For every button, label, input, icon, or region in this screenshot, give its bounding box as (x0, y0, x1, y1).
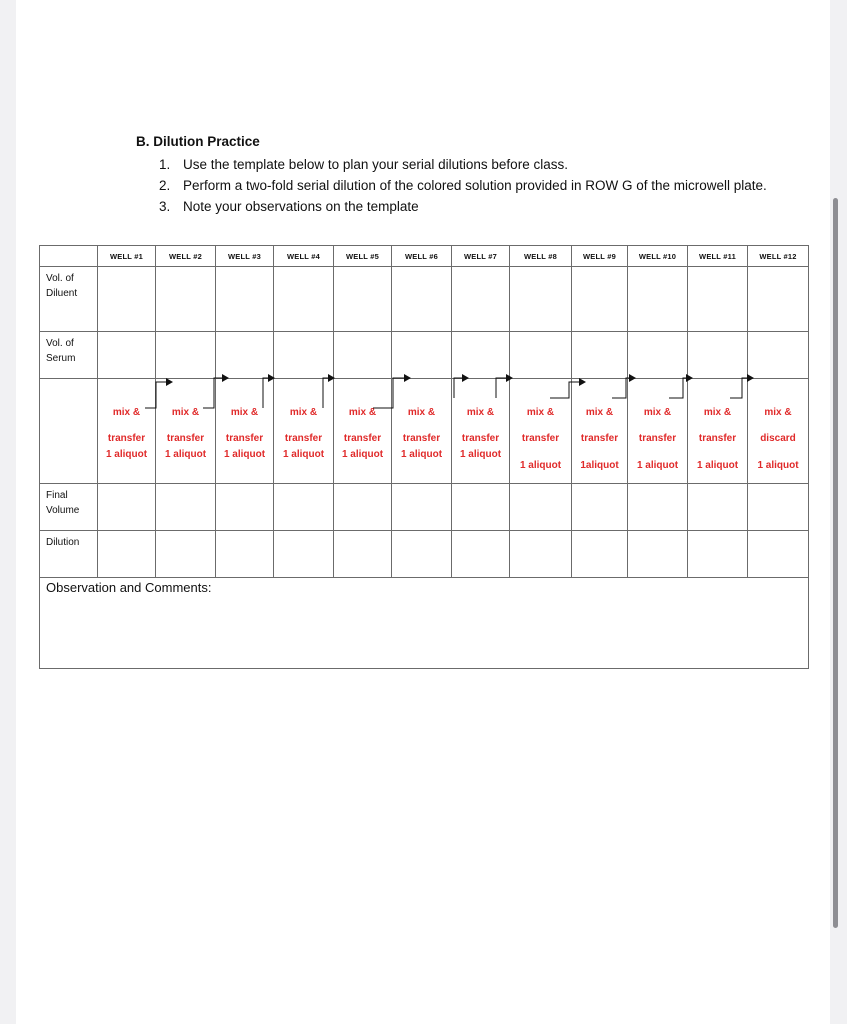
corner-cell (40, 246, 98, 267)
transfer-row (40, 379, 809, 484)
row-label-diluent: Vol. of Diluent (40, 267, 98, 332)
well-header: WELL #6 (392, 246, 452, 267)
serum-cell[interactable] (748, 332, 809, 379)
transfer-cell (628, 379, 688, 484)
serum-cell[interactable] (688, 332, 748, 379)
aliquot-label: 1 aliquot (400, 449, 443, 460)
transfer-cell (98, 379, 156, 484)
transfer-cell (688, 379, 748, 484)
observation-comments-box[interactable] (40, 578, 809, 669)
diluent-cell[interactable] (392, 267, 452, 332)
instruction-step (159, 196, 773, 217)
aliquot-label: 1aliquot (580, 460, 619, 471)
serum-cell[interactable] (452, 332, 510, 379)
step-text: Perform a two-fold serial dilution of the colored solution provided in ROW G of the microwell plate. (183, 178, 767, 193)
final-volume-cell[interactable] (334, 484, 392, 531)
header-row (40, 246, 809, 267)
mix-label: mix & (348, 407, 377, 418)
dilution-row (40, 531, 809, 578)
step-text: Note your observations on the template (183, 199, 419, 214)
aliquot-label: 1 aliquot (519, 460, 562, 471)
diluent-cell[interactable] (274, 267, 334, 332)
observation-row (40, 578, 809, 669)
final-volume-cell[interactable] (392, 484, 452, 531)
transfer-label: transfer (698, 433, 737, 444)
dilution-cell[interactable] (216, 531, 274, 578)
serum-cell[interactable] (334, 332, 392, 379)
well-header: WELL #5 (334, 246, 392, 267)
transfer-cell (334, 379, 392, 484)
document-page (16, 0, 830, 1024)
transfer-label: transfer (638, 433, 677, 444)
serum-cell[interactable] (156, 332, 216, 379)
discard-label: discard (760, 433, 796, 444)
aliquot-label: 1 aliquot (105, 449, 148, 460)
transfer-label: transfer (521, 433, 560, 444)
transfer-label: transfer (402, 433, 441, 444)
final-volume-cell[interactable] (572, 484, 628, 531)
transfer-cell (156, 379, 216, 484)
serum-cell[interactable] (216, 332, 274, 379)
transfer-cell (216, 379, 274, 484)
diluent-cell[interactable] (452, 267, 510, 332)
instruction-step (159, 175, 773, 196)
dilution-cell[interactable] (628, 531, 688, 578)
serum-cell[interactable] (628, 332, 688, 379)
transfer-label: transfer (343, 433, 382, 444)
mix-label: mix & (171, 407, 200, 418)
row-label-final-volume: Final Volume (40, 484, 98, 531)
step-number: 1. (159, 157, 171, 172)
aliquot-label: 1 aliquot (223, 449, 266, 460)
diluent-cell[interactable] (216, 267, 274, 332)
serum-cell[interactable] (392, 332, 452, 379)
aliquot-label: 1 aliquot (459, 449, 502, 460)
aliquot-label: 1 aliquot (636, 460, 679, 471)
transfer-cell (274, 379, 334, 484)
well-header: WELL #3 (216, 246, 274, 267)
instruction-step (159, 154, 773, 175)
final-volume-cell[interactable] (748, 484, 809, 531)
final-volume-cell[interactable] (452, 484, 510, 531)
serum-row (40, 332, 809, 379)
mix-label: mix & (585, 407, 614, 418)
transfer-label: transfer (284, 433, 323, 444)
dilution-cell[interactable] (510, 531, 572, 578)
final-volume-cell[interactable] (688, 484, 748, 531)
dilution-cell[interactable] (274, 531, 334, 578)
serum-cell[interactable] (98, 332, 156, 379)
well-header: WELL #8 (510, 246, 572, 267)
dilution-cell[interactable] (334, 531, 392, 578)
section-title: B. Dilution Practice (136, 134, 260, 149)
transfer-label: transfer (107, 433, 146, 444)
transfer-cell (510, 379, 572, 484)
dilution-template-table (39, 245, 809, 669)
final-volume-cell[interactable] (510, 484, 572, 531)
final-volume-cell[interactable] (156, 484, 216, 531)
dilution-cell[interactable] (98, 531, 156, 578)
transfer-label-cell (40, 379, 98, 484)
aliquot-label: 1 aliquot (757, 460, 799, 471)
diluent-cell[interactable] (748, 267, 809, 332)
mix-label: mix & (764, 407, 792, 418)
row-label-dilution: Dilution (40, 531, 98, 578)
diluent-cell[interactable] (572, 267, 628, 332)
mix-label: mix & (643, 407, 672, 418)
transfer-cell (572, 379, 628, 484)
dilution-cell[interactable] (748, 531, 809, 578)
dilution-cell[interactable] (688, 531, 748, 578)
transfer-label: transfer (580, 433, 619, 444)
dilution-cell[interactable] (572, 531, 628, 578)
well-header: WELL #10 (628, 246, 688, 267)
diluent-cell[interactable] (334, 267, 392, 332)
well-header: WELL #11 (688, 246, 748, 267)
transfer-cell (452, 379, 510, 484)
mix-label: mix & (407, 407, 436, 418)
final-volume-cell[interactable] (274, 484, 334, 531)
diluent-row (40, 267, 809, 332)
serum-cell[interactable] (274, 332, 334, 379)
step-number: 3. (159, 199, 171, 214)
well-header: WELL #7 (452, 246, 510, 267)
mix-label: mix & (230, 407, 259, 418)
well-header: WELL #4 (274, 246, 334, 267)
observation-label: Observation and Comments: (46, 580, 212, 595)
serum-cell[interactable] (572, 332, 628, 379)
aliquot-label: 1 aliquot (164, 449, 207, 460)
aliquot-label: 1 aliquot (696, 460, 739, 471)
final-volume-cell[interactable] (98, 484, 156, 531)
mix-label: mix & (703, 407, 732, 418)
step-text: Use the template below to plan your serial dilutions before class. (183, 157, 568, 172)
final-volume-cell[interactable] (628, 484, 688, 531)
dilution-cell[interactable] (452, 531, 510, 578)
transfer-label: transfer (225, 433, 264, 444)
vertical-scrollbar[interactable] (833, 198, 838, 928)
step-number: 2. (159, 178, 171, 193)
well-header: WELL #2 (156, 246, 216, 267)
serum-cell[interactable] (510, 332, 572, 379)
instruction-list (159, 154, 773, 217)
diluent-cell[interactable] (688, 267, 748, 332)
diluent-cell[interactable] (156, 267, 216, 332)
well-header: WELL #12 (748, 246, 809, 267)
diluent-cell[interactable] (628, 267, 688, 332)
final-volume-cell[interactable] (216, 484, 274, 531)
diluent-cell[interactable] (510, 267, 572, 332)
aliquot-label: 1 aliquot (282, 449, 325, 460)
mix-label: mix & (289, 407, 318, 418)
dilution-cell[interactable] (156, 531, 216, 578)
aliquot-label: 1 aliquot (341, 449, 384, 460)
transfer-cell (748, 379, 809, 484)
transfer-label: transfer (461, 433, 500, 444)
row-label-serum: Vol. of Serum (40, 332, 98, 379)
transfer-label: transfer (166, 433, 205, 444)
document-content (16, 0, 830, 1024)
dilution-cell[interactable] (392, 531, 452, 578)
diluent-cell[interactable] (98, 267, 156, 332)
well-header: WELL #1 (98, 246, 156, 267)
mix-label: mix & (466, 407, 495, 418)
well-header: WELL #9 (572, 246, 628, 267)
mix-label: mix & (112, 407, 141, 418)
mix-label: mix & (526, 407, 555, 418)
transfer-cell (392, 379, 452, 484)
final-volume-row (40, 484, 809, 531)
